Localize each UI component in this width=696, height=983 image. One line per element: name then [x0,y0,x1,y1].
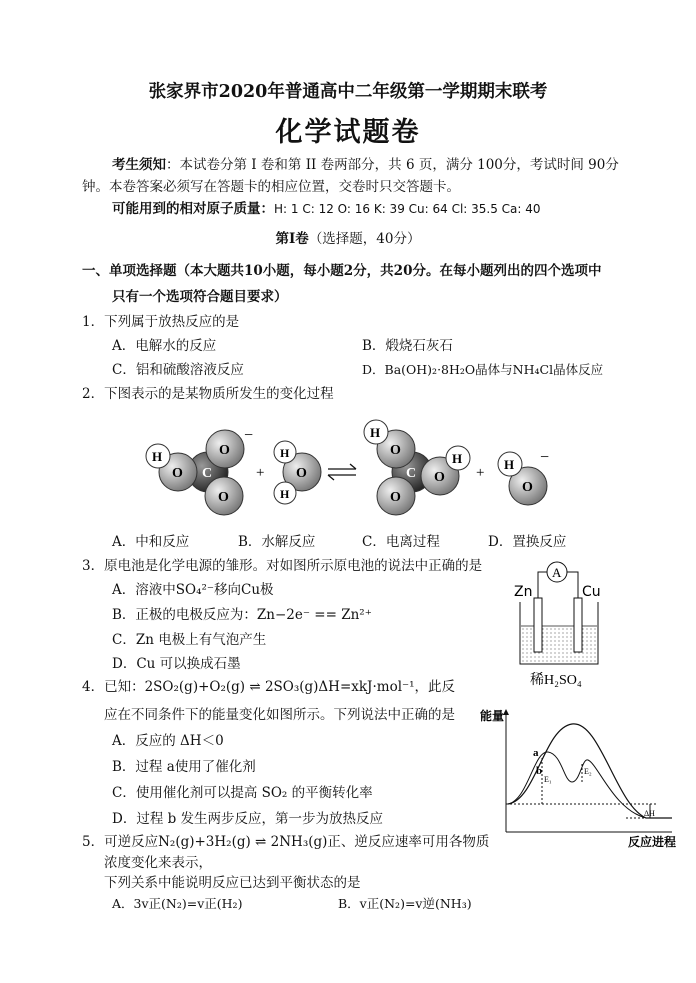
q1-option-b: B．煅烧石灰石 [362,338,453,354]
q3-option-d: D．Cu 可以换成石墨 [112,656,241,672]
zn-electrode [534,598,542,652]
part1-note: （选择题，40分） [308,231,421,247]
cu-electrode [574,598,582,652]
q2-molecule-figure [130,412,570,522]
part1-title: 第Ⅰ卷 [275,231,309,247]
q4-option-b: B．过程 a使用了催化剂 [112,759,256,775]
atom-label: O [218,490,229,505]
notice-label: 考生须知 [112,157,166,173]
atom-label: O [219,443,230,458]
q1-option-d: D．Ba(OH)₂·8H₂O晶体与NH₄Cl晶体反应 [362,362,604,377]
q4-stem-1: 4．已知：2SO₂(g)+O₂(g) ⇌ 2SO₃(g)ΔH=xkJ·mol⁻¹，此反 [82,679,456,695]
atom-label: O [296,466,307,481]
atom-label: H [280,487,290,501]
q5-option-b: B．v正(N₂)=v逆(NH₃) [338,896,472,911]
charge-minus: − [244,427,254,444]
atom-label: H [370,425,381,440]
q4-option-d: D．过程 b 发生两步反应，第一步为放热反应 [112,811,384,827]
atom-label: C [406,466,417,481]
q2-option-b: B．水解反应 [238,534,316,550]
q5-stem-3: 下列关系中能说明反应已达到平衡状态的是 [104,875,361,891]
label-b: b [536,765,543,777]
atom-label: H [152,449,163,464]
q4-option-a: A．反应的 ΔH＜0 [112,733,224,749]
q3-option-b: B．正极的电极反应为：Zn−2e⁻ == Zn²⁺ [112,607,372,623]
exam-subtitle: 化学试题卷 [275,117,421,148]
solution-label: 稀H₂SO₄ [530,673,582,688]
q2-option-a: A．中和反应 [112,534,190,550]
atom-label: O [434,470,445,485]
notice-line-2: 钟。本卷答案必须写在答题卡的相应位置，交卷时只交答题卡。 [82,179,460,195]
q3-option-c: C．Zn 电极上有气泡产生 [112,632,267,648]
q2-option-d: D．置换反应 [488,534,567,550]
label-dh: ΔH [644,809,655,818]
exam-title: 张家界市2020年普通高中二年级第一学期期末联考 [148,82,548,102]
notice-text-1: ：本试卷分第 I 卷和第 II 卷两部分，共 6 页，满分 100分，考试时间 90分 [166,157,619,173]
plus-sign: + [476,465,485,481]
atoms-values: H: 1 C: 12 O: 16 K: 39 Cu: 64 Cl: 35.5 Ca: 40 [274,202,541,216]
label-e2: E₂ [584,767,592,776]
charge-minus: − [540,449,550,466]
equilibrium-arrow-icon [328,464,356,480]
q4-energy-diagram [476,700,686,850]
q1-option-c: C．铝和硫酸溶液反应 [112,362,244,378]
atom-label: O [522,480,533,495]
plus-sign: + [256,465,265,481]
ammeter-label: A [552,565,562,580]
atom-label: O [172,466,183,481]
atom-label: C [202,466,213,481]
q1-stem: 1．下列属于放热反应的是 [82,314,240,330]
q4-stem-2: 应在不同条件下的能量变化如图所示。下列说法中正确的是 [104,707,455,723]
q3-galvanic-cell-figure [506,560,616,690]
q3-option-a: A．溶液中SO₄²⁻移向Cu极 [112,582,274,598]
x-axis-label: 反应进程 [628,835,677,849]
label-e1: E₁ [544,775,552,784]
solution-fill [521,626,597,663]
q5-stem-2: 浓度变化来表示， [104,855,212,871]
q4-option-c: C．使用催化剂可以提高 SO₂ 的平衡转化率 [112,785,373,801]
atom-label: H [504,457,515,472]
q5-option-a: A．3v正(N₂)=v正(H₂) [112,896,243,911]
atom-label: H [280,446,290,460]
q5-stem-1: 5．可逆反应N₂(g)+3H₂(g) ⇌ 2NH₃(g)正、逆反应速率可用各物质 [82,834,490,850]
cu-label: Cu [582,584,601,600]
part1-heading [0,228,696,250]
section1-line-1: 一、单项选择题（本大题共10小题，每小题2分，共20分。在每小题列出的四个选项中 [82,263,602,279]
q1-option-a: A．电解水的反应 [112,338,217,354]
zn-label: Zn [514,584,533,600]
atom-label: H [452,451,463,466]
atom-label: O [390,443,401,458]
q3-stem: 3．原电池是化学电源的雏形。对如图所示原电池的说法中正确的是 [82,558,483,574]
q2-stem: 2．下图表示的是某物质所发生的变化过程 [82,386,334,402]
q2-option-c: C．电离过程 [362,534,440,550]
atoms-label: 可能用到的相对原子质量： [112,201,274,217]
atoms-line [112,198,541,220]
label-a: a [533,747,539,759]
section1-line-2: 只有一个选项符合题目要求） [112,289,288,305]
atom-label: O [390,490,401,505]
notice-line-1 [112,154,619,176]
y-axis-label: 能量 [480,709,505,723]
